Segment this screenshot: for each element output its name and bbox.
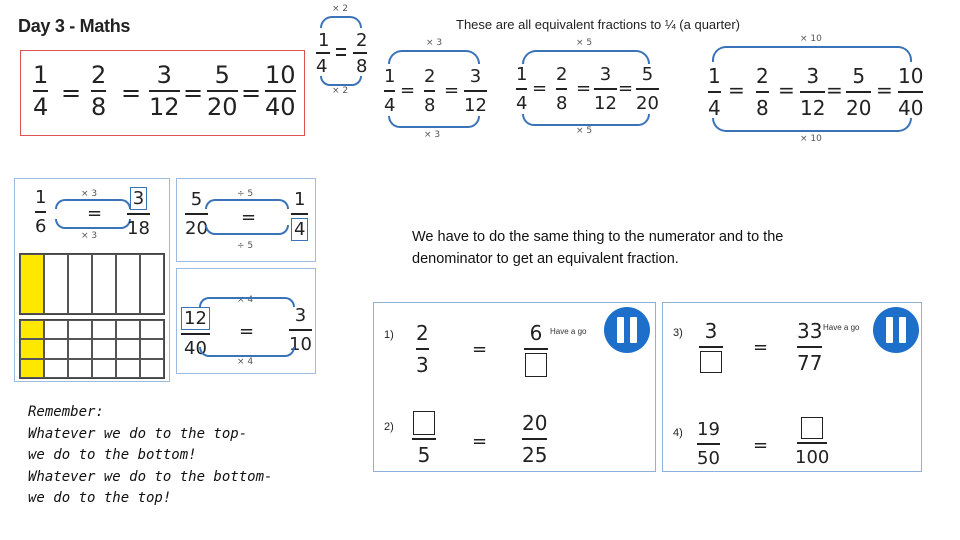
fraction: 2 3 bbox=[416, 321, 429, 377]
fraction: $\frac{3}{18}$ bbox=[127, 188, 150, 239]
answer-box[interactable] bbox=[700, 351, 722, 373]
operation-label: × 2 bbox=[332, 86, 349, 96]
fraction bbox=[149, 63, 180, 119]
numerator: 3 bbox=[156, 61, 172, 89]
numerator: 10 bbox=[265, 61, 296, 89]
practice-panel-right bbox=[662, 302, 922, 472]
fraction: 1 6 bbox=[35, 187, 47, 237]
rule-line: denominator to get an equivalent fraction. bbox=[412, 251, 679, 267]
numerator: 1 bbox=[33, 61, 49, 89]
fraction bbox=[265, 63, 296, 119]
equals-sign: = bbox=[532, 78, 548, 99]
fraction: 5 20 bbox=[185, 189, 208, 239]
fraction: 20 25 bbox=[522, 411, 548, 467]
have-a-go-label: Have a go bbox=[823, 323, 860, 332]
denominator: 20 bbox=[207, 93, 238, 121]
equals-sign: = bbox=[183, 79, 204, 107]
equals-sign: = bbox=[753, 337, 769, 358]
fraction bbox=[33, 63, 48, 119]
denominator: 12 bbox=[149, 93, 180, 121]
page-title: Day 3 - Maths bbox=[18, 16, 131, 36]
question-label: 1) bbox=[384, 329, 394, 341]
denominator: 4 bbox=[33, 93, 49, 121]
top-arc bbox=[320, 16, 362, 28]
fraction: 19 50 bbox=[697, 419, 720, 469]
question-label: 2) bbox=[384, 421, 394, 433]
bottom-arc bbox=[522, 114, 650, 126]
top-arc bbox=[388, 50, 480, 64]
denominator: 8 bbox=[356, 56, 368, 77]
equals-sign: = bbox=[778, 78, 795, 102]
answer-fraction: 5 bbox=[412, 411, 436, 467]
rule-line: We have to do the same thing to the numerator and to the bbox=[412, 229, 784, 245]
question-label: 3) bbox=[673, 327, 683, 339]
answer-fraction: 100 bbox=[795, 417, 829, 468]
panel-division bbox=[176, 178, 316, 262]
panel-sixths bbox=[14, 178, 170, 382]
fraction: 5 20 bbox=[636, 64, 659, 114]
equals-sign: = bbox=[121, 79, 142, 107]
example-times-10 bbox=[704, 34, 926, 146]
answer-box[interactable] bbox=[801, 417, 823, 439]
question-label: 4) bbox=[673, 427, 683, 439]
practice-panel-left bbox=[373, 302, 656, 472]
bottom-arc bbox=[388, 116, 480, 128]
panel-multiplication bbox=[176, 268, 316, 374]
equals-sign: = bbox=[618, 78, 634, 99]
equals-sign: = bbox=[444, 80, 460, 101]
sixths-bar bbox=[19, 253, 165, 315]
example-times-5 bbox=[512, 38, 662, 142]
have-a-go-label: Have a go bbox=[550, 327, 587, 336]
remember-line: Remember: bbox=[28, 404, 104, 420]
denominator: 4 bbox=[316, 56, 328, 77]
numerator: 1 bbox=[318, 30, 330, 51]
fraction: 1 4 bbox=[708, 64, 721, 120]
top-arc bbox=[712, 46, 912, 62]
remember-line: we do to the top! bbox=[28, 490, 172, 506]
remember-line: we do to the bottom! bbox=[28, 447, 197, 463]
operation-label: × 3 bbox=[81, 189, 98, 199]
numerator: 2 bbox=[91, 61, 107, 89]
top-arc bbox=[199, 297, 295, 307]
bottom-arc bbox=[320, 76, 362, 86]
mini-example bbox=[310, 4, 370, 96]
equals-sign: = bbox=[241, 207, 257, 228]
answer-fraction: 3 bbox=[699, 319, 723, 373]
remember-line: Whatever we do to the bottom- bbox=[28, 468, 273, 485]
equals-sign: = bbox=[241, 79, 262, 107]
remember-line: Whatever we do to the top- bbox=[28, 425, 248, 442]
bottom-arc bbox=[712, 118, 912, 132]
fraction: 2 8 bbox=[756, 64, 769, 120]
equals-sign: = bbox=[576, 78, 592, 99]
operation-label: × 10 bbox=[800, 34, 822, 44]
equals-sign: = bbox=[400, 80, 416, 101]
answer-box[interactable] bbox=[413, 411, 435, 435]
numerator: 5 bbox=[214, 61, 230, 89]
operation-label: ÷ 5 bbox=[237, 189, 254, 199]
fraction: 3 12 bbox=[464, 66, 487, 116]
answer-fraction: 6 bbox=[524, 321, 548, 377]
rule-text bbox=[412, 226, 783, 270]
pause-icon bbox=[604, 307, 650, 353]
operation-label: × 4 bbox=[237, 357, 254, 367]
equals-sign: = bbox=[728, 78, 745, 102]
fraction: 1 4 bbox=[516, 64, 528, 114]
equals-sign: = bbox=[87, 203, 103, 224]
fraction: 3 10 bbox=[289, 305, 312, 355]
top-arc bbox=[522, 50, 650, 64]
fraction bbox=[207, 63, 238, 119]
fraction: 10 40 bbox=[898, 64, 924, 120]
remember-note bbox=[28, 402, 272, 510]
fraction: 2 8 bbox=[424, 66, 436, 116]
equals-sign: = bbox=[239, 321, 255, 342]
equals-sign: = bbox=[826, 78, 843, 102]
equals-sign: = bbox=[472, 431, 488, 452]
fraction bbox=[91, 63, 106, 119]
fraction: $\frac{12}{40}$ bbox=[181, 307, 210, 359]
operation-label: × 3 bbox=[426, 38, 443, 48]
operation-label: × 5 bbox=[576, 126, 593, 136]
equals-sign: = bbox=[753, 435, 769, 456]
operation-label: ÷ 5 bbox=[237, 241, 254, 251]
fraction: 3 12 bbox=[594, 64, 617, 114]
operation-label: × 3 bbox=[424, 130, 441, 140]
fraction: 33 77 bbox=[797, 319, 823, 375]
numerator: 2 bbox=[356, 30, 368, 51]
fraction: 5 20 bbox=[846, 64, 872, 120]
operation-label: × 2 bbox=[332, 4, 349, 14]
denominator: 40 bbox=[265, 93, 296, 121]
example-times-3 bbox=[378, 38, 490, 142]
operation-label: × 4 bbox=[237, 295, 254, 305]
answer-box[interactable] bbox=[525, 353, 547, 377]
main-fraction-strip bbox=[20, 50, 305, 136]
fraction: 1 4 bbox=[384, 66, 396, 116]
operation-label: × 5 bbox=[576, 38, 593, 48]
bottom-arc bbox=[55, 219, 131, 229]
equals-sign: = bbox=[472, 339, 488, 360]
operation-label: × 3 bbox=[81, 231, 98, 241]
denominator: 8 bbox=[91, 93, 107, 121]
bottom-arc bbox=[199, 347, 295, 357]
operation-label: × 10 bbox=[800, 134, 822, 144]
equals-sign: = bbox=[61, 79, 82, 107]
bottom-arc bbox=[205, 225, 289, 235]
eighteenths-bar bbox=[19, 319, 165, 379]
top-caption: These are all equivalent fractions to ¼ (a quarter) bbox=[456, 17, 740, 32]
equals-sign: = bbox=[876, 78, 893, 102]
fraction: 3 12 bbox=[800, 64, 826, 120]
pause-icon bbox=[873, 307, 919, 353]
fraction: $\frac{1}{4}$ bbox=[291, 189, 308, 241]
fraction: 2 8 bbox=[556, 64, 568, 114]
